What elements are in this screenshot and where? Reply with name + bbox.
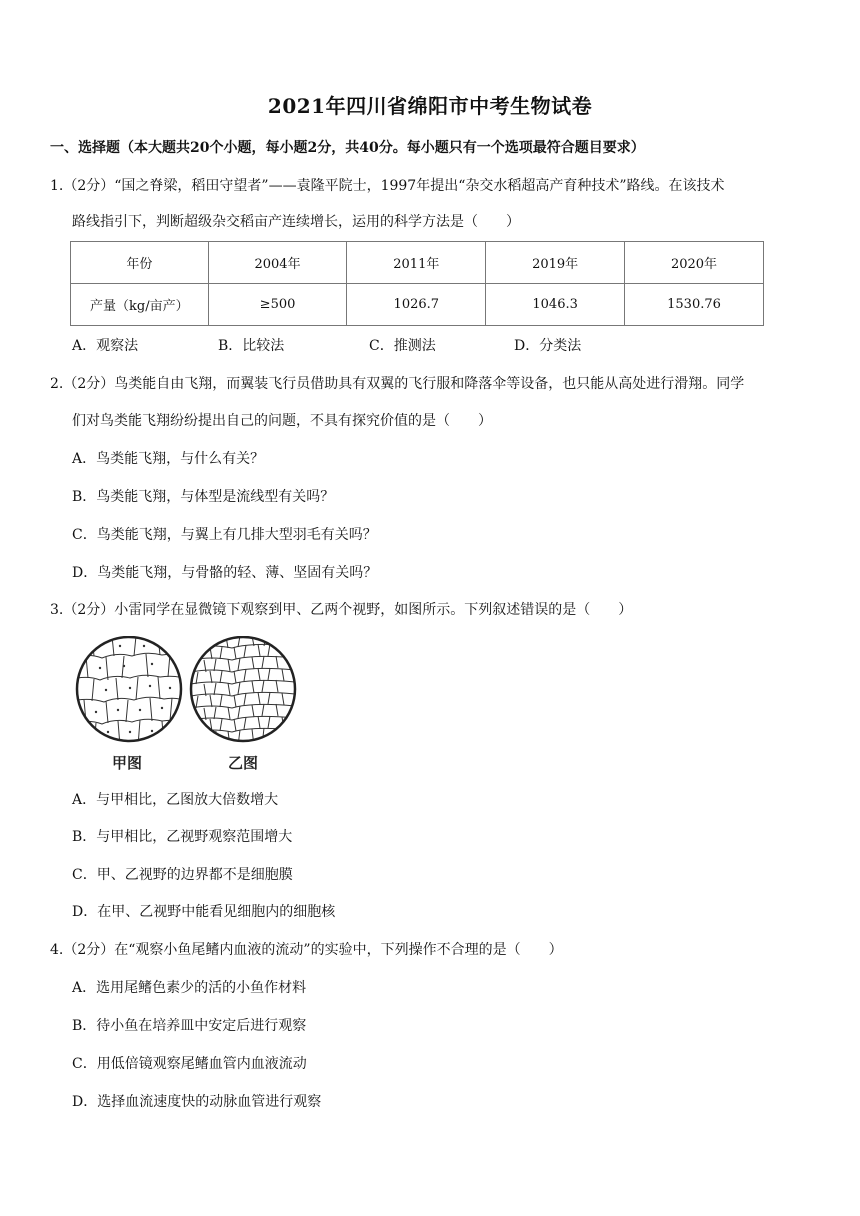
figure-label-yi: 乙图 xyxy=(228,754,259,772)
yield-table xyxy=(70,241,764,326)
table-row xyxy=(71,284,764,326)
table-header-cell: 2011年 xyxy=(347,242,486,284)
page-title: 2021年四川省绵阳市中考生物试卷 xyxy=(267,94,593,118)
question-1-stem-line2: 路线指引下，判断超级杂交稻亩产连续增长，运用的科学方法是（ ） xyxy=(72,214,520,230)
table-header-cell: 2020年 xyxy=(625,242,764,284)
table-header-cell: 年份 xyxy=(71,242,209,284)
option-b[interactable]: B．比较法 xyxy=(218,338,285,354)
option-c[interactable]: C．推测法 xyxy=(369,338,436,354)
table-cell: 1530.76 xyxy=(625,284,764,326)
table-header-cell: 2019年 xyxy=(486,242,625,284)
field-yi-border xyxy=(191,637,295,741)
microscope-figure xyxy=(72,636,304,774)
question-2-stem-line2: 们对鸟类能飞翔纷纷提出自己的问题，不具有探究价值的是（ ） xyxy=(72,413,492,429)
option-a[interactable]: A．观察法 xyxy=(72,338,139,354)
section-heading: 一、选择题（本大题共20个小题，每小题2分，共40分。每小题只有一个选项最符合题目要求） xyxy=(50,140,645,156)
option-a[interactable]: A．选用尾鳍色素少的活的小鱼作材料 xyxy=(72,980,307,996)
table-cell: ≥500 xyxy=(208,284,347,326)
table-cell: 产量（kg/亩产） xyxy=(71,284,209,326)
option-a[interactable]: A．鸟类能飞翔，与什么有关？ xyxy=(72,451,265,467)
option-c[interactable]: C．鸟类能飞翔，与翼上有几排大型羽毛有关吗？ xyxy=(72,527,377,543)
option-b[interactable]: B．待小鱼在培养皿中安定后进行观察 xyxy=(72,1018,307,1034)
question-3-stem-line1: 3.（2分）小雷同学在显微镜下观察到甲、乙两个视野，如图所示。下列叙述错误的是（ ） xyxy=(50,602,633,618)
option-b[interactable]: B．与甲相比，乙视野观察范围增大 xyxy=(72,829,293,845)
figure-label-jia: 甲图 xyxy=(112,754,143,772)
option-d[interactable]: D．分类法 xyxy=(514,338,582,354)
option-c[interactable]: C．甲、乙视野的边界都不是细胞膜 xyxy=(72,867,293,883)
table-header-row xyxy=(71,242,764,284)
question-1-stem-line1: 1.（2分）“国之脊梁，稻田守望者”——袁隆平院士，1997年提出“杂交水稻超高产育种技术”路线。在该技术 xyxy=(50,178,725,194)
option-c[interactable]: C．用低倍镜观察尾鳍血管内血液流动 xyxy=(72,1056,307,1072)
table-cell: 1026.7 xyxy=(347,284,486,326)
question-2-stem-line1: 2.（2分）鸟类能自由飞翔，而翼装飞行员借助具有双翼的飞行服和降落伞等设备，也只能从高处进行滑翔。同学 xyxy=(50,376,745,392)
option-a[interactable]: A．与甲相比，乙图放大倍数增大 xyxy=(72,792,279,808)
table-header-cell: 2004年 xyxy=(208,242,347,284)
table-cell: 1046.3 xyxy=(486,284,625,326)
question-4-stem-line1: 4.（2分）在“观察小鱼尾鳍内血液的流动”的实验中，下列操作不合理的是（ ） xyxy=(50,942,563,958)
microscope-fields-image xyxy=(72,636,304,774)
option-d[interactable]: D．鸟类能飞翔，与骨骼的轻、薄、坚固有关吗？ xyxy=(72,565,378,581)
option-b[interactable]: B．鸟类能飞翔，与体型是流线型有关吗？ xyxy=(72,489,335,505)
option-d[interactable]: D．在甲、乙视野中能看见细胞内的细胞核 xyxy=(72,904,336,920)
option-d[interactable]: D．选择血流速度快的动脉血管进行观察 xyxy=(72,1094,322,1110)
